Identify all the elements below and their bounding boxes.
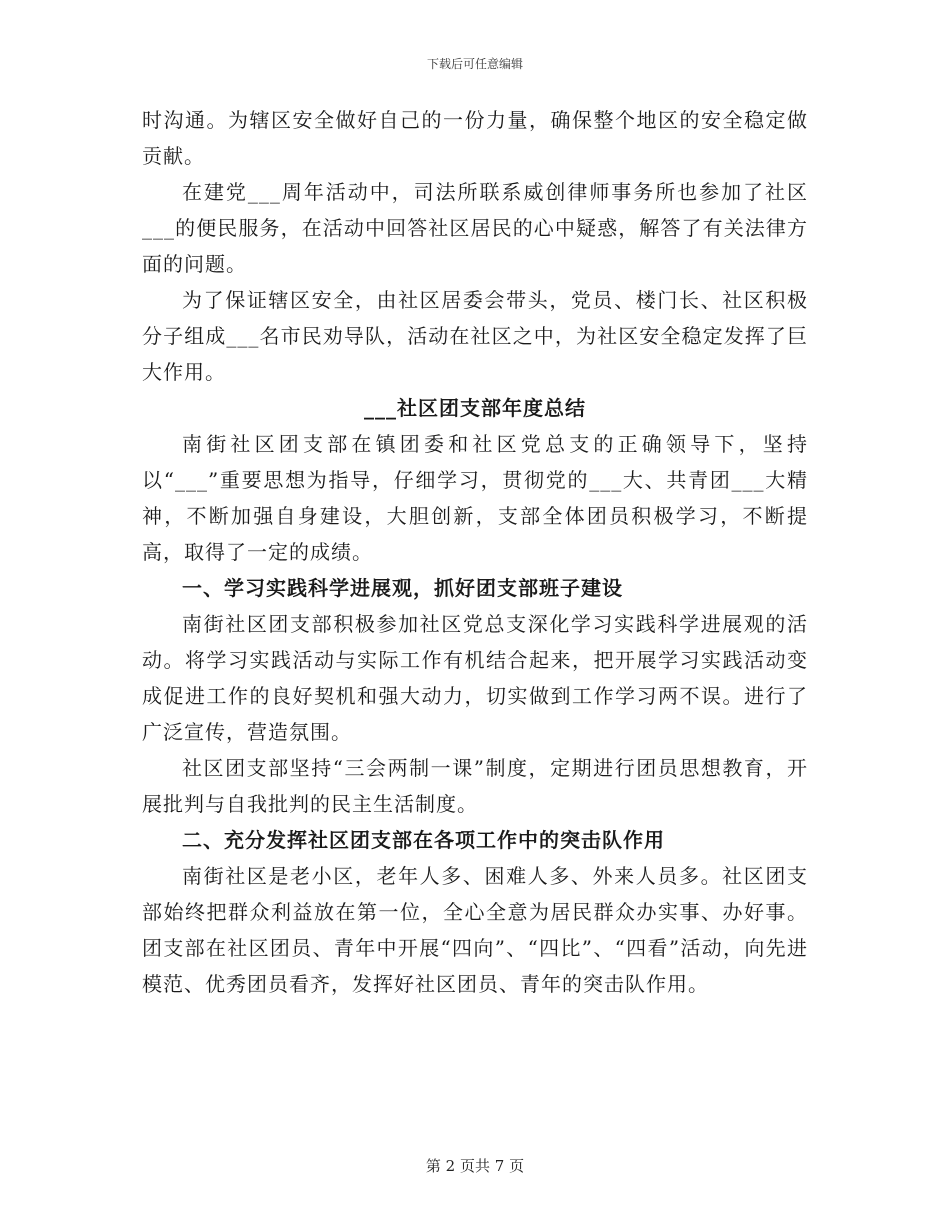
paragraph-6: 社区团支部坚持“三会两制一课”制度，定期进行团员思想教育，开展批判与自我批判的民主生活制度。 bbox=[142, 756, 808, 816]
paragraph-2: 在建党___周年活动中，司法所联系威创律师事务所也参加了社区___的便民服务，在活动中回答社区居民的心中疑惑，解答了有关法律方面的问题。 bbox=[142, 180, 808, 276]
paragraph-7: 南街社区是老小区，老年人多、困难人多、外来人员多。社区团支部始终把群众利益放在第一位，全心全意为居民群众办实事、办好事。团支部在社区团员、青年中开展“四向”、“四比”、“四看”活动，向先进模范、优秀团员看齐，发挥好社区团员、青年的突击队作用。 bbox=[142, 864, 808, 996]
page-footer: 第 2 页共 7 页 bbox=[425, 1157, 525, 1175]
document-title: ___社区团支部年度总结 bbox=[364, 396, 586, 420]
page-header: 下载后可任意编辑 bbox=[426, 57, 523, 71]
section-heading-2: 二、充分发挥社区团支部在各项工作中的突击队作用 bbox=[182, 828, 665, 852]
document-body bbox=[142, 102, 808, 1002]
paragraph-1: 时沟通。为辖区安全做好自己的一份力量，确保整个地区的安全稳定做贡献。 bbox=[142, 108, 808, 168]
section-heading-1: 一、学习实践科学进展观，抓好团支部班子建设 bbox=[182, 576, 623, 600]
paragraph-4: 南街社区团支部在镇团委和社区党总支的正确领导下，坚持以“___”重要思想为指导，仔细学习，贯彻党的___大、共青团___大精神，不断加强自身建设，大胆创新，支部全体团员积极学习，不断提高，取得了一定的成绩。 bbox=[142, 432, 808, 564]
paragraph-3: 为了保证辖区安全，由社区居委会带头，党员、楼门长、社区积极分子组成___名市民劝导队，活动在社区之中，为社区安全稳定发挥了巨大作用。 bbox=[142, 288, 808, 384]
paragraph-5: 南街社区团支部积极参加社区党总支深化学习实践科学进展观的活动。将学习实践活动与实际工作有机结合起来，把开展学习实践活动变成促进工作的良好契机和强大动力，切实做到工作学习两不误。进行了广泛宣传，营造氛围。 bbox=[142, 612, 808, 744]
